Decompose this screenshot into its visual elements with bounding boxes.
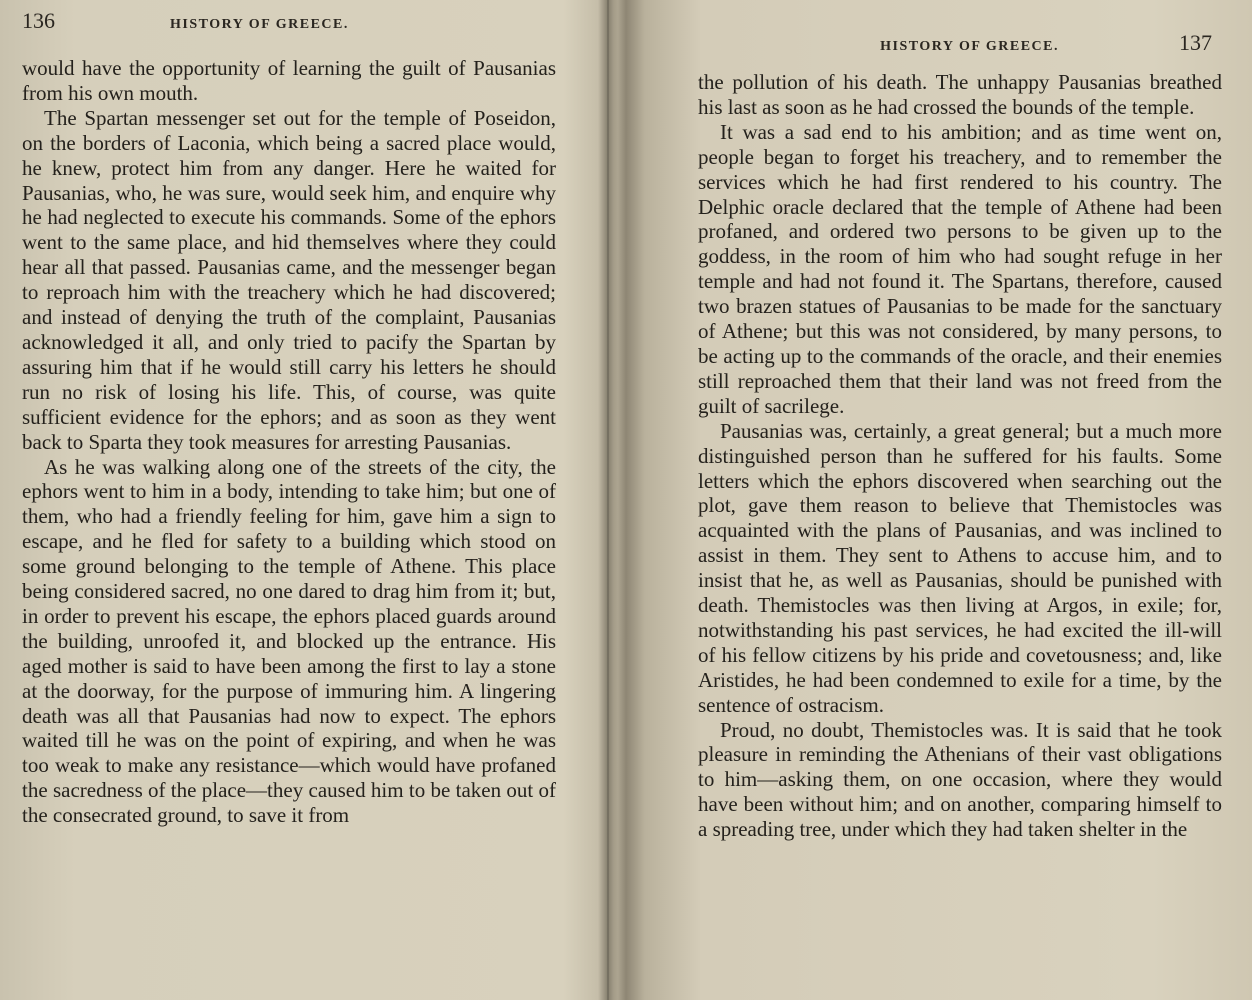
right-page-body xyxy=(698,70,1222,842)
left-page-number: 136 xyxy=(22,8,55,33)
right-page xyxy=(606,0,1252,1000)
right-paragraph-4: Proud, no doubt, Themistocles was. It is said that he took pleasure in reminding the Athenians of their vast obligations to him—asking them, on one occasion, where they would have been without him; and on another, comparing himself to a spreading tree, under which they had taken shelter in the xyxy=(698,717,1222,842)
right-page-number: 137 xyxy=(1179,30,1212,55)
left-page-body xyxy=(22,56,556,828)
right-page-header xyxy=(698,30,1222,70)
left-running-title: HISTORY OF GREECE. xyxy=(170,17,349,32)
left-page xyxy=(0,0,606,1000)
left-page-header xyxy=(22,8,556,48)
right-paragraph-1: the pollution of his death. The unhappy Pausanias breathed his last as soon as he had crossed the bounds of the temple. xyxy=(698,70,1222,119)
right-paragraph-3: Pausanias was, certainly, a great general; but a much more distinguished person than he suffered for his faults. Some letters which the ephors discovered when searching out the plot, gave them reason to believe that Themistocles was acquainted with the plans of Pausanias, and was inclined to assist in them. They sent to Athens to accuse him, and to insist that he, as well as Pausanias, should be punished with death. Themistocles was then living at Argos, in exile; for, notwithstanding his past services, he had excited the ill-will of his fellow citizens by his pride and covetousness; and, like Aristides, he had been condemned to exile for a time, by the sentence of ostracism. xyxy=(698,418,1222,717)
left-paragraph-1: would have the opportunity of learning the guilt of Pausanias from his own mouth. xyxy=(22,56,556,105)
left-paragraph-2: The Spartan messenger set out for the temple of Poseidon, on the borders of Laconia, which being a sacred place would, he knew, protect him from any danger. Here he waited for Pausanias, who, he was sure, would seek him, and enquire why he had neglected to execute his commands. Some of the ephors went to the same place, and hid themselves where they could hear all that passed. Pausanias came, and the messenger began to reproach him with the treachery which he had discovered; and instead of denying the truth of the complaint, Pausanias acknowledged it all, and only tried to pacify the Spartan by assuring him that if he would still carry his letters he should run no risk of losing his life. This, of course, was quite sufficient evidence for the ephors; and as soon as they went back to Sparta they took measures for arresting Pausanias. xyxy=(22,105,556,454)
right-paragraph-2: It was a sad end to his ambition; and as time went on, people began to forget his treachery, and to remember the services which he had first rendered to his country. The Delphic oracle declared that the temple of Athene had been profaned, and ordered two persons to be given up to the goddess, in the room of him who had sought refuge in her temple and had not found it. The Spartans, therefore, caused two brazen statues of Pausanias to be made for the sanctuary of Athene; but this was not considered, by many persons, to be acting up to the commands of the oracle, and their enemies still reproached them that their land was not freed from the guilt of sacrilege. xyxy=(698,119,1222,418)
right-running-title: HISTORY OF GREECE. xyxy=(880,39,1059,54)
left-paragraph-3: As he was walking along one of the streets of the city, the ephors went to him in a body, intending to take him; but one of them, who had a friendly feeling for him, gave him a sign to escape, and he fled for safety to a building which stood on some ground belonging to the temple of Athene. This place being considered sacred, no one dared to drag him from it; but, in order to prevent his escape, the ephors placed guards around the building, unroofed it, and blocked up the entrance. His aged mother is said to have been among the first to lay a stone at the doorway, for the purpose of immuring him. A lingering death was all that Pausanias had now to expect. The ephors waited till he was on the point of expiring, and when he was too weak to make any resistance—which would have profaned the sacredness of the place—they caused him to be taken out of the consecrated ground, to save it from xyxy=(22,454,556,828)
